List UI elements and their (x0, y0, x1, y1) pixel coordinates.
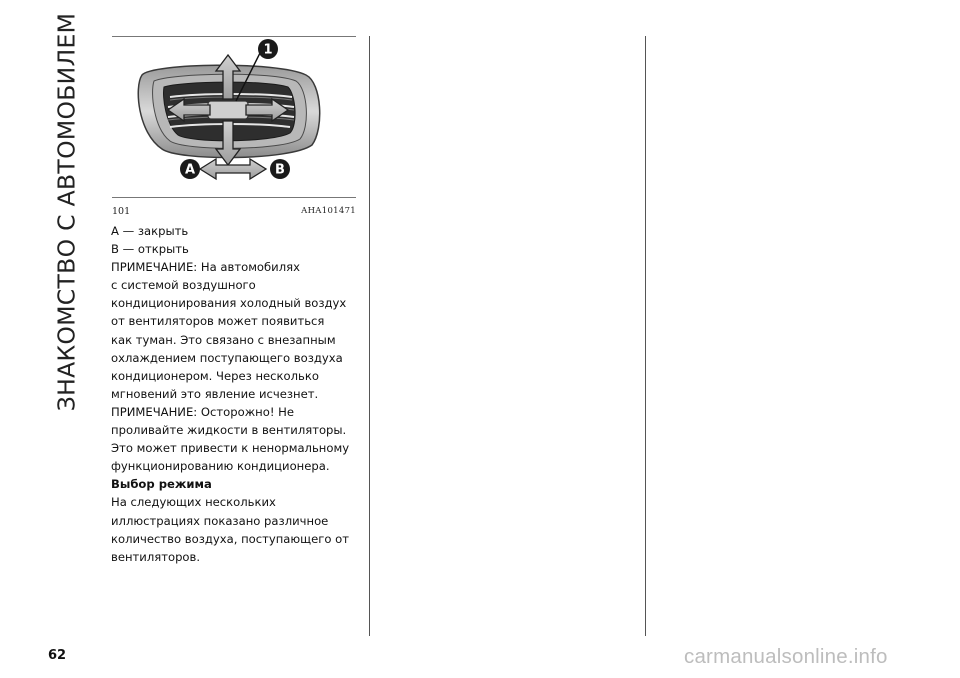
column-divider-1 (369, 36, 370, 636)
body-text (111, 222, 363, 566)
body-line: ПРИМЕЧАНИЕ: На автомобилях (111, 260, 300, 275)
side-section-title (46, 12, 86, 412)
callout-a-label: A (184, 162, 196, 178)
body-line: функционированию кондиционера. (111, 459, 330, 474)
site-watermark: carmanualsonline.info (684, 645, 888, 668)
body-line: В — открыть (111, 242, 189, 257)
figure-code: AHA101471 (301, 206, 356, 216)
section-line: вентиляторов. (111, 549, 201, 564)
body-line: как туман. Это связано с внезапным (111, 332, 336, 347)
section-heading: Выбор режима (111, 477, 212, 492)
section-line: количество воздуха, поступающего от (111, 531, 349, 546)
callout-b-label: B (275, 162, 285, 178)
section-line: иллюстрациях показано различное (111, 513, 329, 528)
body-line: кондиционирования холодный воздух (111, 296, 347, 311)
body-line: мгновений это явление исчезнет. (111, 386, 319, 401)
callout-1-label: 1 (263, 42, 273, 58)
arrow-a-b-icon (200, 159, 266, 179)
figure-bottom-rule (112, 197, 356, 198)
body-line: охлаждением поступающего воздуха (111, 350, 343, 365)
body-line: с системой воздушного (111, 278, 256, 293)
body-line: ПРИМЕЧАНИЕ: Осторожно! Не (111, 404, 294, 419)
vent-center-knob (208, 101, 248, 119)
body-line: А — закрыть (111, 224, 189, 238)
figure-number: 101 (112, 206, 131, 217)
side-section-title-text: ЗНАКОМСТВО С АВТОМОБИЛЕМ (52, 12, 80, 412)
body-line: от вентиляторов может появиться (111, 314, 325, 329)
body-line: проливайте жидкости в вентиляторы. (111, 423, 347, 438)
air-vent-illustration (112, 37, 356, 197)
page-number: 62 (48, 648, 67, 663)
body-line: кондиционером. Через несколько (111, 368, 319, 383)
section-line: На следующих нескольких (111, 495, 276, 510)
body-line: Это может привести к ненормальному (111, 441, 350, 456)
column-divider-2 (645, 36, 646, 636)
